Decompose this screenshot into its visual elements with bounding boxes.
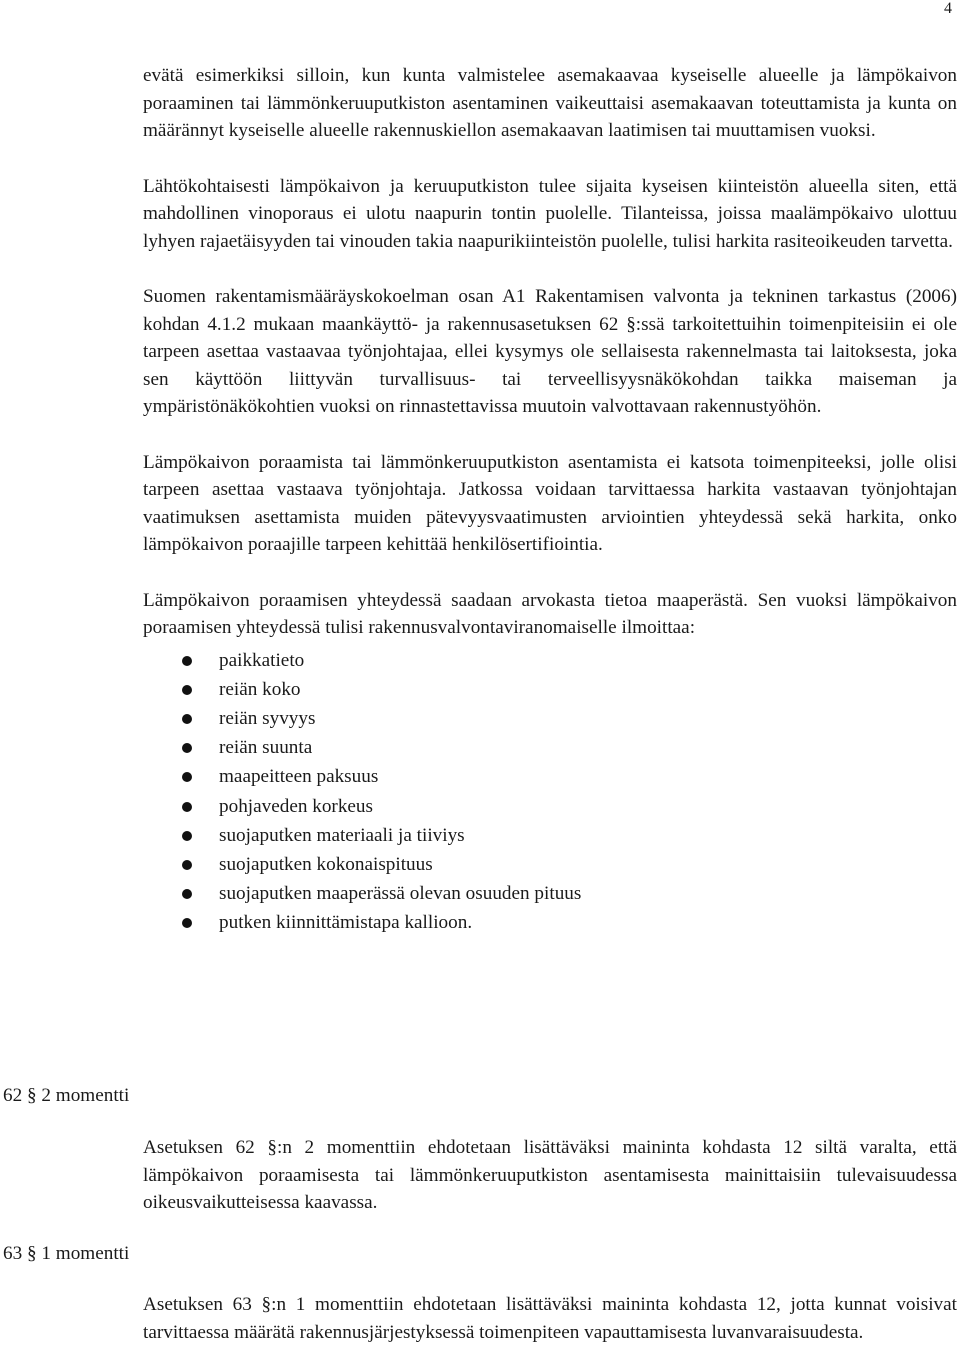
bullet-icon	[182, 714, 192, 724]
section-62-text: Asetuksen 62 §:n 2 momenttiin ehdotetaan lisättäväksi maininta kohdasta 12 siltä varalta, että lämpökaivon poraamisesta tai lämmönkeruuputkiston asentamisesta mainittaisiin tulevaisuudessa oikeusvaikutteisessa kaavassa.	[143, 1137, 957, 1213]
bullet-icon	[182, 685, 192, 695]
list-item: putken kiinnittämistapa kallioon.	[143, 908, 957, 937]
paragraph-2: Lähtökohtaisesti lämpökaivon ja keruuputkiston tulee sijaita kyseisen kiinteistön alueella siten, että mahdollinen vinoporaus ei ulotu naapurin tontin puolelle. Tilanteissa, joissa maalämpökaivo ulottuu lyhyen rajaetäisyyden tai vinouden takia naapurikiinteistön puolelle, tulisi harkita rasiteoikeuden tarvetta.	[143, 175, 957, 252]
section-63-text: Asetuksen 63 §:n 1 momenttiin ehdotetaan lisättäväksi maininta kohdasta 12, jotta kunnat voisivat tarvittaessa määrätä rakennusjärjestyksessä toimenpiteen vapauttamisesta luvanvaraisuudesta.	[143, 1294, 957, 1343]
bullet-icon	[182, 860, 192, 870]
list-item: maapeitteen paksuus	[143, 762, 957, 791]
margin-label-63: 63 § 1 momentti	[3, 1243, 130, 1264]
list-item: suojaputken kokonaispituus	[143, 850, 957, 879]
list-item: pohjaveden korkeus	[143, 792, 957, 821]
bullet-icon	[182, 918, 192, 928]
paragraph-4: Lämpökaivon poraamista tai lämmönkeruuputkiston asentamista ei katsota toimenpiteeksi, jolle olisi tarpeen asettaa vastaava työnjohtaja. Jatkossa voidaan tarvittaessa harkita vastaavan työnjohtajan vaatimuksen asettamista muiden pätevyysvaatimusten arviointien yhteydessä sekä harkita, onko lämpökaivon poraajille tarpeen kehittää henkilösertifiointia.	[143, 451, 957, 555]
paragraph-1: evätä esimerkiksi silloin, kun kunta valmistelee asemakaavaa kyseiselle alueelle ja lämpökaivon poraaminen tai lämmönkeruuputkiston asentaminen vaikeuttaisi asemakaavan toteuttamista ja kunta on määrännyt kyseiselle alueelle rakennuskiellon asemakaavan laatimisen tai muuttamisen vuoksi.	[143, 65, 957, 141]
document-body	[143, 62, 957, 938]
list-item: paikkatieto	[143, 646, 957, 675]
bullet-icon	[182, 831, 192, 841]
bullet-icon	[182, 743, 192, 753]
bullet-icon	[182, 656, 192, 666]
bullet-icon	[182, 802, 192, 812]
bullet-icon	[182, 772, 192, 782]
margin-label-62: 62 § 2 momentti	[3, 1085, 130, 1106]
page-number: 4	[944, 0, 952, 17]
list-item: reiän syvyys	[143, 704, 957, 733]
notification-list	[143, 646, 957, 938]
list-item: reiän koko	[143, 675, 957, 704]
list-item: suojaputken maaperässä olevan osuuden pituus	[143, 879, 957, 908]
paragraph-3: Suomen rakentamismääräyskokoelman osan A1 Rakentamisen valvonta ja tekninen tarkastus (2006) kohdan 4.1.2 mukaan maankäyttö- ja rakennusasetuksen 62 §:ssä tarkoitettuihin toimenpiteisiin ei ole tarpeen asettaa vastaavaa työnjohtajaa, ellei kysymys ole sellaisesta rakennelmasta tai laitoksesta, joka sen käyttöön liittyvän turvallisuus- tai terveellisyysnäkökohdan taikka maiseman ja ympäristönäkökohtien vuoksi on rinnastettavissa muutoin valvottavaan rakennustyöhön.	[143, 286, 957, 417]
list-item: suojaputken materiaali ja tiiviys	[143, 821, 957, 850]
bullet-icon	[182, 889, 192, 899]
paragraph-5: Lämpökaivon poraamisen yhteydessä saadaan arvokasta tietoa maaperästä. Sen vuoksi lämpökaivon poraamisen yhteydessä tulisi rakennusvalvontaviranomaiselle ilmoittaa:	[143, 589, 957, 638]
list-item: reiän suunta	[143, 733, 957, 762]
